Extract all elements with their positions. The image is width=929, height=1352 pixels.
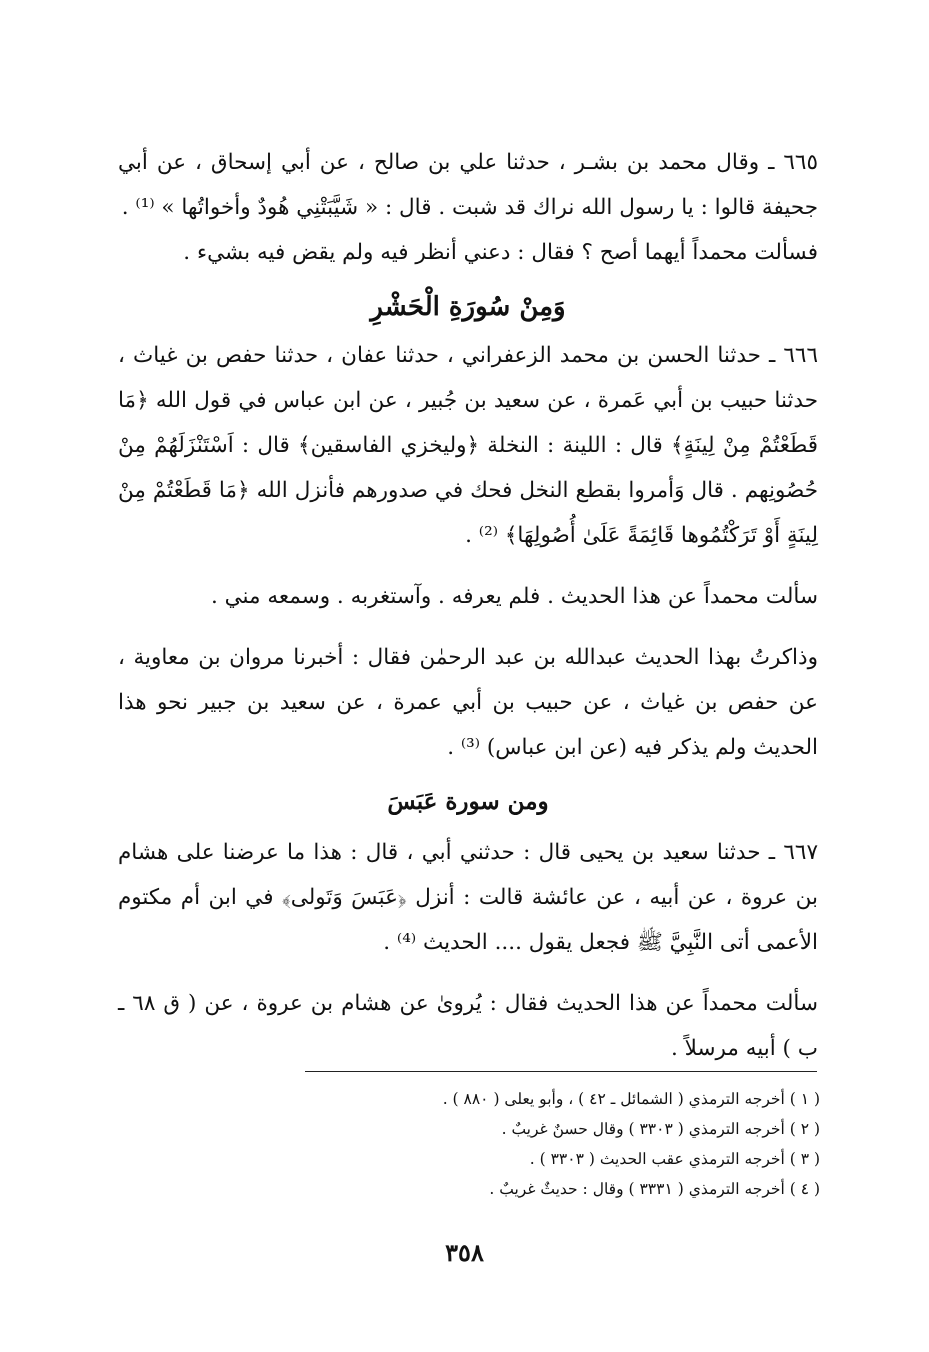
hadith-667-comment: سألت محمداً عن هذا الحديث فقال : يُروىٰ عن هشام بن عروة ، عن ( ق ٦٨ ـ ب ) أبيه مرسلاً . (118, 991, 818, 1061)
footnote-2: ( ٢ ) أخرجه الترمذي ( ٣٣٠٣ ) وقال حسنٌ غريبٌ . (501, 1120, 820, 1138)
footnote-separator (305, 1071, 817, 1072)
page-number: ٣٥٨ (445, 1238, 484, 1267)
section-heading-hashr: وَمِنْ سُورَةِ الْحَشْرِ (370, 292, 566, 322)
hadith-665: ٦٦٥ ـ وقال محمد بن بشـر ، حدثنا علي بن صالح ، عن أبي إسحاق ، عن أبي جحيفة قالوا : يا رسول الله نراك قد شبت . قال : « شَيَّبَتْنِي هُودٌ وأخواتُها » ⁽¹⁾ . (118, 150, 818, 220)
footnote-4: ( ٤ ) أخرجه الترمذي ( ٣٣٣١ ) وقال : حديثٌ غريبٌ . (489, 1180, 820, 1198)
hadith-666-comment: سألت محمداً عن هذا الحديث . فلم يعرفه . وآستغربه . وسمعه مني . (210, 584, 818, 609)
footnote-1: ( ١ ) أخرجه الترمذي ( الشمائل ـ ٤٢ ) ، وأبو يعلى ( ٨٨٠ ) . (442, 1090, 820, 1108)
hadith-667: ٦٦٧ ـ حدثنا سعيد بن يحيى قال : حدثني أبي ، قال : هذا ما عرضنا على هشام بن عروة ، عن أبيه ، عن عائشة قالت : أنزل ﴿عَبَسَ وَتَولى﴾ في ابن أم مكتوم الأعمى أتى النَّبِيَّ ﷺ فجعل يقول .... الحديث ⁽⁴⁾ . (118, 840, 818, 955)
section-heading-abasa: ومن سورة عَبَسَ (387, 788, 549, 815)
hadith-666: ٦٦٦ ـ حدثنا الحسن بن محمد الزعفراني ، حدثنا عفان ، حدثنا حفص بن غياث ، حدثنا حبيب بن أبي عَمرة ، عن سعيد بن جُبير ، عن ابن عباس في قول الله ﴿مَا قَطَعْتُمْ مِنْ لِينَةٍ﴾ قال : اللينة : النخلة ﴿وليخزي الفاسقين﴾ قال : اَسْتَنْزَلَهُمْ مِنْ حُصُونِهم . قال وَأمروا بقطع النخل فحك في صدورهم فأنزل الله ﴿مَا قَطَعْتُمْ مِنْ لِينَةٍ أَوْ تَرَكْتُمُوها قَائِمَةً عَلَىٰ أُصُولِهَا﴾ ⁽²⁾ . (118, 343, 818, 548)
hadith-666-discussion: وذاكرتُ بهذا الحديث عبدالله بن عبد الرحمٰن فقال : أخبرنا مروان بن معاوية ، عن حفص بن غياث ، عن حبيب بن أبي عمرة ، عن سعيد بن جبير نحو هذا الحديث ولم يذكر فيه (عن ابن عباس) ⁽³⁾ . (118, 645, 818, 760)
main-text (118, 140, 818, 1071)
footnotes (300, 1084, 820, 1204)
footnote-3: ( ٣ ) أخرجه الترمذي عقب الحديث ( ٣٣٠٣ ) . (529, 1150, 820, 1168)
hadith-665-comment: فسألت محمداً أيهما أصح ؟ فقال : دعني أنظر فيه ولم يقض فيه بشيء . (183, 240, 818, 265)
